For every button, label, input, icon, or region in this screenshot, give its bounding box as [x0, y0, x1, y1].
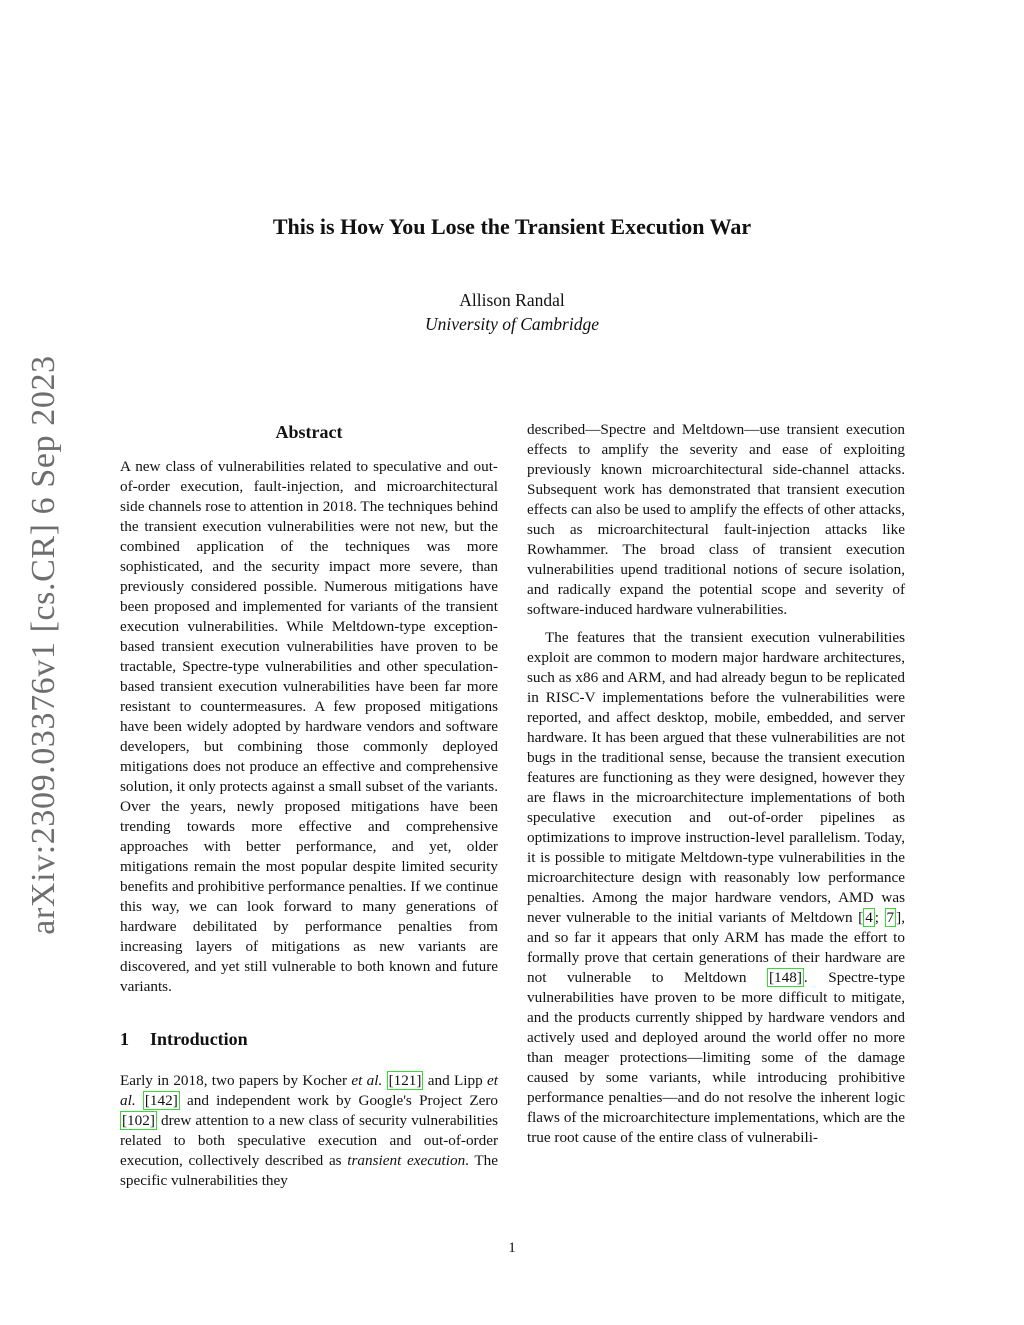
citation-link[interactable]: [148]	[769, 969, 802, 986]
intro-paragraph-1-continued: described—Spectre and Meltdown—use transient execution effects to amplify the severity and ease of exploiting previously known microarchitectural side-channel attacks. Subsequent work has demonstrated that transient execution effects can also be used to amplify the effects of other attacks, such as microarchitectural fault-injection attacks like Rowhammer. The broad class of transient execution vulnerabilities upend traditional notions of secure isolation, and radically expand the potential scope and severity of software-induced hardware vulnerabilities.	[527, 421, 905, 618]
intro-paragraph-1: Early in 2018, two papers by Kocher et al. [121] and Lipp et al. [142] and independent work by Google's Project Zero [102] drew attention to a new class of security vulnerabilities related to both speculative execution and out-of-order execution, collectively described as transient execution. The specific vulnerabilities they	[120, 1072, 498, 1189]
author-name: Allison Randal	[459, 290, 565, 310]
section-heading-introduction	[120, 1027, 498, 1051]
left-column	[120, 420, 498, 1191]
abstract-heading: Abstract	[275, 422, 343, 442]
arxiv-stamp-text: arXiv:2309.03376v1 [cs.CR] 6 Sep 2023	[25, 355, 62, 935]
section-number: 1	[120, 1029, 129, 1049]
citation-link[interactable]: [102]	[122, 1112, 155, 1129]
right-column	[527, 420, 905, 1148]
author-affiliation: University of Cambridge	[424, 314, 599, 334]
intro-paragraph-2: The features that the transient execution vulnerabilities exploit are common to modern major hardware architectures, such as x86 and ARM, and had already begun to be replicated in RISC-V implementations before the vulnerabilities were reported, and affect desktop, mobile, embedded, and server hardware. It has been argued that these vulnerabilities are not bugs in the traditional sense, because the transient execution features are functioning as they were designed, however they are flaws in the microarchitecture implementations of both speculative execution and out-of-order pipelines as optimizations to improve instruction-level parallelism. Today, it is possible to mitigate Meltdown-type vulnerabilities in the microarchitecture design with reasonably low performance penalties. Among the major hardware vendors, AMD was never vulnerable to the initial variants of Meltdown [ 4 ; 7 ], and so far it appears that only ARM has made the effort to formally prove that certain generations of their hardware are not vulnerable to Meltdown [148] . Spectre-type vulnerabilities have proven to be more difficult to mitigate, and the products currently shipped by hardware vendors and actively used and deployed around the world offer no more than meager protections—limiting some of the damage caused by some variants, while introducing prohibitive performance penalties—and do not resolve the inherent logic flaws of the microarchitecture implementations, which are the true root cause of the entire class of vulnerabili-	[527, 629, 906, 1146]
emphasis-term: transient execution	[347, 1152, 466, 1169]
abstract-text: A new class of vulnerabilities related to speculative and out-of-order execution, fault-injection, and microarchitectural side channels rose to attention in 2018. The techniques behind the transient execution vulnerabilities were not new, but the combined application of the techniques was more sophisticated, and the security impact more severe, than previously considered possible. Numerous mitigations have been proposed and implemented for variants of the transient execution vulnerabilities. While Meltdown-type exception-based transient execution vulnerabilities have proven to be tractable, Spectre-type vulnerabilities and other speculation-based transient execution vulnerabilities have been far more resistant to countermeasures. A few proposed mitigations have been widely adopted by hardware vendors and software developers, but combining those commonly deployed mitigations does not produce an effective and comprehensive solution, it only protects against a small subset of the variants. Over the years, newly proposed mitigations have been trending towards more effective and comprehensive approaches with better performance, and yet, older mitigations remain the most popular despite limited security benefits and prohibitive performance penalties. If we continue this way, we can look forward to many generations of hardware debilitated by performance penalties from increasing layers of mitigations as new variants are discovered, and yet still vulnerable to both known and future variants.	[120, 458, 498, 995]
citation-link[interactable]: 4	[865, 909, 873, 926]
citation-link[interactable]: 7	[886, 909, 895, 926]
citation-link[interactable]: [121]	[388, 1072, 422, 1089]
citation-link[interactable]: [142]	[144, 1092, 178, 1109]
page-number: 1	[508, 1240, 516, 1256]
paper-title: This is How You Lose the Transient Execution War	[272, 214, 752, 239]
section-title: Introduction	[150, 1029, 248, 1049]
